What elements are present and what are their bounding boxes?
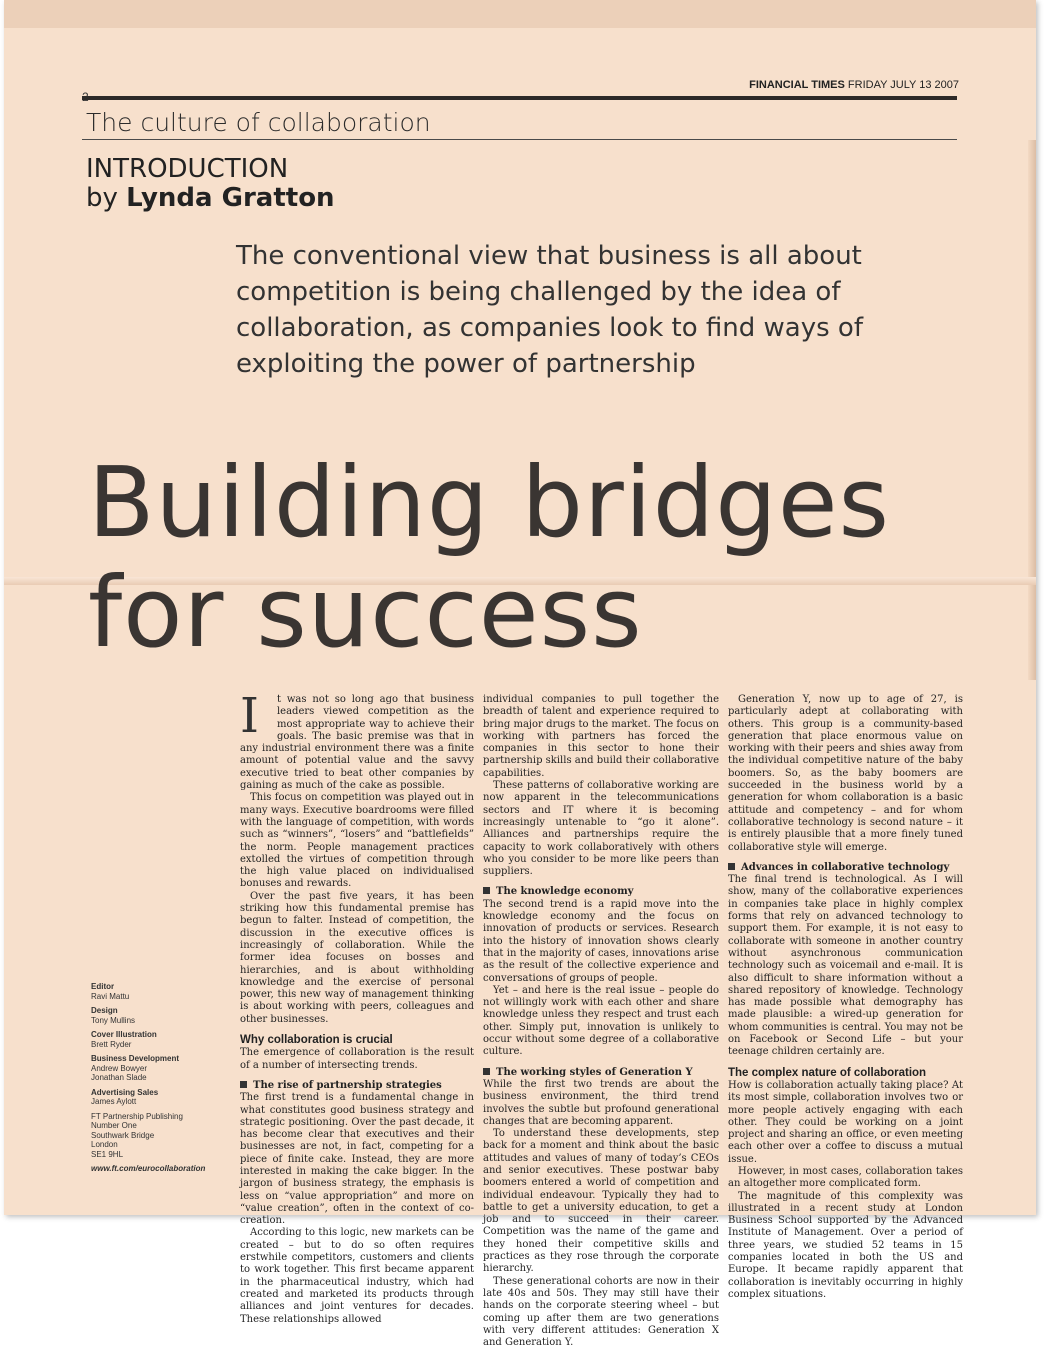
- headline-line-1: Building bridges: [88, 446, 891, 559]
- header-rule: [82, 96, 957, 100]
- subheading-text: The working styles of Generation Y: [496, 1066, 693, 1078]
- article-paragraph: While the first two trends are about the business environment, the third trend involves the subtle but profound generational changes that are becoming apparent.: [483, 1078, 719, 1127]
- kicker: INTRODUCTION: [86, 154, 289, 184]
- article-column-1: [240, 688, 474, 1326]
- byline: [86, 183, 335, 213]
- standfirst: The conventional view that business is all about competition is being challenged by the idea of collaboration, as companies look to find ways of exploiting the power of partnership: [236, 241, 863, 379]
- website-link[interactable]: www.ft.com/eurocollaboration: [91, 1164, 206, 1173]
- address-line: Southwark Bridge: [91, 1130, 155, 1140]
- headline: [88, 448, 890, 668]
- article-paragraph: This focus on competition was played out in many ways. Executive boardrooms were filled with the language of competition, with words such as “winners”, “losers” and “battlefields” the norm. People management practices extolled the virtues of competition through the high value placed on individualised bonuses and rewards.: [240, 792, 474, 890]
- author-name: Lynda Gratton: [126, 183, 335, 213]
- square-bullet-icon: [240, 1081, 247, 1088]
- article-paragraph: However, in most cases, collaboration takes an altogether more complicated form.: [728, 1165, 963, 1190]
- address-line: Number One: [91, 1121, 137, 1130]
- section-rule: [82, 139, 957, 140]
- masthead-brand: FINANCIAL TIMES: [749, 79, 845, 91]
- subheading-text: Advances in collaborative technology: [741, 861, 950, 873]
- subheading-text: The knowledge economy: [496, 886, 634, 898]
- drop-cap: I: [240, 688, 259, 744]
- article-paragraph: The magnitude of this complexity was illustrated in a recent study at London Business School supported by the Advanced Institute of Management. Over a period of three years, we studied 52 teams in 15 companies located in both the US and Europe. It became rapidly apparent that collaboration is inevitably occurring in highly complex situations.: [728, 1190, 963, 1300]
- subheading-text: The rise of partnership strategies: [253, 1079, 442, 1091]
- subheading: [240, 1080, 474, 1092]
- address-line: SE1 9HL: [91, 1149, 124, 1159]
- article-paragraph: To understand these developments, step back for a moment and think about the basic attitudes and values of many of today’s CEOs and senior executives. These postwar baby boomers entered a world of competition and individual endeavour. Typically they had to battle to get a university education, to get a job and to succeed in their career. Competition was the name of the game and they honed their competitive skills and practices as they rose through the corporate hierarchy.: [483, 1128, 719, 1275]
- byline-by: by: [86, 183, 118, 213]
- credit-label: Business Development: [91, 1054, 180, 1063]
- article-paragraph: The first trend is a fundamental change in what constitutes good business strategy and strategic positioning. Over the past decade, it has become clear that executives and their businesses are not, in fact, competing for a piece of finite cake. Instead, they are more interested in making the cake bigger. In the jargon of business strategy, the emphasis is less on “value appropriation” and more on “value creation”, often in the context of co-creation.: [240, 1092, 474, 1227]
- article-paragraph: Yet – and here is the real issue – people do not willingly work with each other and share knowledge unless they respect and trust each other. Simply put, innovation is unlikely to occur without some degree of a collaborative culture.: [483, 984, 719, 1058]
- article-paragraph: These generational cohorts are now in their late 40s and 50s. They may still have their hands on the corporate steering wheel – but coming up after them are two generations with very different attitudes: Generation X and Generation Y.: [483, 1275, 719, 1349]
- section-title: The culture of collaboration: [86, 108, 431, 137]
- headline-line-2: for success: [88, 556, 643, 669]
- square-bullet-icon: [483, 887, 490, 894]
- subheading: [483, 886, 719, 898]
- subheading: [728, 862, 963, 874]
- article-paragraph: How is collaboration actually taking place? At its most simple, collaboration involves two or more people actively engaging with each other. They could be working on a joint project and sharing an office, or even meeting each other over a coffee to discuss a mutual issue.: [728, 1079, 963, 1165]
- square-bullet-icon: [483, 1068, 490, 1075]
- subheading: The complex nature of collaboration: [728, 1066, 927, 1079]
- article-column-2: [483, 694, 719, 1349]
- credit-name: Brett Ryder: [91, 1039, 132, 1049]
- credits-box: [91, 982, 231, 1174]
- article-paragraph: individual companies to pull together the breadth of talent and experience required to bring major drugs to the market. The focus on working with partners has forced the companies in this sector to hone their partnership skills and build their collaborative capabilities.: [483, 694, 720, 779]
- square-bullet-icon: [728, 863, 735, 870]
- credit-name: Ravi Mattu: [91, 991, 130, 1001]
- credit-label: Advertising Sales: [91, 1087, 159, 1097]
- article-paragraph: t was not so long ago that business leaders viewed competition as the most appropriate way to achieve their goals. The basic premise was that in any industrial environment there was a finite amount of potential value and the savvy executive tried to beat other companies by gaining as much of the cake as possible.: [240, 694, 474, 792]
- masthead: [749, 79, 959, 91]
- subheading: [483, 1067, 719, 1079]
- credit-label: Design: [91, 1006, 118, 1015]
- article-paragraph: Generation Y, now up to age of 27, is particularly adept at collaborating with others. This group is a community-based generation that place enormous value on working with their peers and shies away from the individual competitive nature of the baby boomers. So, as the baby boomers are succeeded in the business world by a generation for whom collaboration is a basic attitude and competency – and for whom collaborative technology is second nature – it is entirely plausible that a more finely tuned collaborative style will emerge.: [728, 694, 963, 853]
- article-paragraph: The second trend is a rapid move into the knowledge economy and the focus on innovation of products or services. Research into the history of innovation shows clearly that in the majority of cases, innovations arise as the result of the collective experience and conversations of groups of people.: [483, 898, 719, 984]
- credit-name: Andrew Bowyer: [91, 1063, 148, 1073]
- credit-name: Jonathan Slade: [91, 1073, 147, 1082]
- credit-name: James Aylott: [91, 1097, 137, 1106]
- article-paragraph: Over the past five years, it has been striking how this fundamental premise has begun to falter. Instead of competition, the discussion in the executive offices is increasingly of collaboration. While the former idea focuses on bosses and hierarchies, and is about withholding knowledge and the exercise of personal power, this new way of management thinking is about working with peers, colleagues and other businesses.: [240, 890, 474, 1025]
- page-edge: [4, 0, 1036, 28]
- article-column-3: [728, 694, 963, 1301]
- address-line: FT Partnership Publishing: [91, 1111, 183, 1121]
- article-paragraph: The emergence of collaboration is the result of a number of intersecting trends.: [240, 1047, 474, 1071]
- credit-name: Tony Mullins: [91, 1015, 136, 1025]
- credit-label: Cover Illustration: [91, 1030, 157, 1039]
- credit-label: Editor: [91, 982, 115, 991]
- address-line: London: [91, 1140, 118, 1149]
- masthead-date: FRIDAY JULY 13 2007: [847, 79, 959, 91]
- article-paragraph: The final trend is technological. As I will show, many of the collaborative experiences in companies take place in highly complex forms that rely on advanced technology to support them. For example, it is not easy to collaborate with someone in another country without asynchronous communication technology such as voicemail and e-mail. It is also difficult to share information without a shared repository of knowledge. Technology has made possible what demography has made plausible: a wired-up generation for whom communities is central. You may not be on Facebook or Second Life – but your teenage children certainly are.: [728, 874, 963, 1058]
- article-paragraph: These patterns of collaborative working are now apparent in the telecommunications sectors and IT where it is becoming increasingly untenable to “go it alone”. Alliances and partnerships require the capacity to work collaboratively with others who you consider to be more like peers than suppliers.: [483, 780, 719, 878]
- article-paragraph: According to this logic, new markets can be created – but to do so often requires erstwhile competitors, customers and clients to work together. This first became apparent in the pharmaceutical industry, which had created and marketed its products through alliances and joint ventures for decades. These relationships allowed: [240, 1227, 474, 1325]
- page-edge-right: [1028, 140, 1036, 680]
- subheading: Why collaboration is crucial: [240, 1034, 393, 1047]
